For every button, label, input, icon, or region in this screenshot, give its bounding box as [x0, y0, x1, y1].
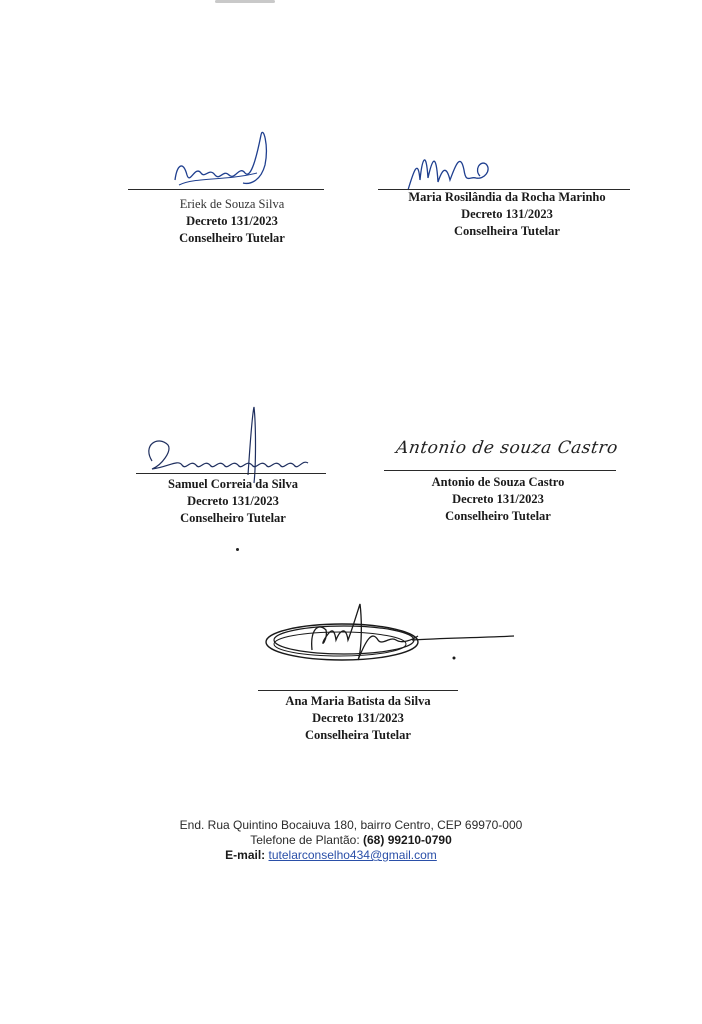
signatory-name: Antonio de Souza Castro	[431, 475, 565, 489]
signatory-name: Eriek de Souza Silva	[179, 197, 285, 211]
footer-contact	[0, 818, 702, 863]
signatory-3	[128, 476, 338, 527]
signature-line-1	[128, 189, 324, 190]
footer-email-line	[0, 848, 702, 863]
footer-phone: (68) 99210-0790	[363, 833, 452, 847]
signature-eriek	[165, 125, 275, 195]
signature-line-3	[136, 473, 326, 474]
footer-phone-label: Telefone de Plantão:	[250, 833, 360, 847]
signatory-role: Conselheira Tutelar	[305, 728, 411, 742]
signatory-role: Conselheiro Tutelar	[445, 509, 551, 523]
signatory-role: Conselheiro Tutelar	[180, 511, 286, 525]
signatory-role: Conselheiro Tutelar	[179, 231, 285, 245]
signatory-decree: Decreto 131/2023	[187, 494, 279, 508]
ink-dot	[236, 548, 239, 551]
signatory-decree: Decreto 131/2023	[452, 492, 544, 506]
signatory-1	[128, 196, 336, 247]
footer-email-link[interactable]: tutelarconselho434@gmail.com	[268, 848, 437, 862]
footer-email-label: E-mail:	[225, 848, 266, 862]
signatory-decree: Decreto 131/2023	[186, 214, 278, 228]
signatory-decree: Decreto 131/2023	[461, 207, 553, 221]
signatory-2	[378, 189, 636, 240]
signatory-4	[392, 474, 604, 525]
signatory-name: Maria Rosilândia da Rocha Marinho	[408, 190, 606, 204]
signature-ana-maria	[262, 600, 522, 680]
signatory-name: Ana Maria Batista da Silva	[285, 694, 431, 708]
footer-phone-line	[0, 833, 702, 848]
scan-edge-mark	[215, 0, 275, 3]
signatory-name: Samuel Correia da Silva	[168, 477, 298, 491]
signature-antonio-handwritten: Antonio de souza Castro	[394, 438, 620, 458]
signature-line-4	[384, 470, 616, 471]
signatory-role: Conselheira Tutelar	[454, 224, 560, 238]
signature-line-5	[258, 690, 458, 691]
signatory-5	[256, 693, 460, 744]
signatory-decree: Decreto 131/2023	[312, 711, 404, 725]
footer-address: End. Rua Quintino Bocaiuva 180, bairro Centro, CEP 69970-000	[179, 818, 523, 832]
